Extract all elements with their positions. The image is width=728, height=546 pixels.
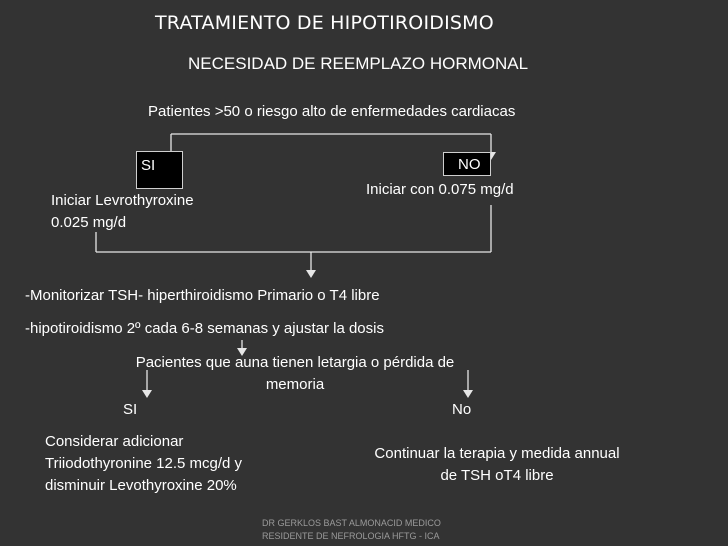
yes-action-line: 0.025 mg/d [51,214,127,231]
footer-line: RESIDENTE DE NEFROLOGIA HFTG - ICA [262,531,440,541]
slide-title: TRATAMIENTO DE HIPOTIROIDISMO [155,12,494,34]
footer-credit [262,517,441,543]
no-label: NO [458,156,481,173]
monitor-line-1: -Monitorizar TSH- hiperthiroidismo Primario o T4 libre [25,287,380,304]
yes-action-text [51,190,194,234]
consider-line: Triiodothyronine 12.5 mcg/d y [45,455,243,472]
no-box [443,152,491,176]
slide-subtitle: NECESIDAD DE REEMPLAZO HORMONAL [188,54,529,73]
monitor-line-2: -hipotiroidismo 2º cada 6-8 semanas y ajustar la dosis [25,320,384,337]
consider-line: disminuir Levothyroxine 20% [45,477,237,494]
question-2-text: Pacientes que auna tienen letargia o pérdida de memoria [135,354,455,393]
consider-text [45,431,242,497]
yes-action-line: Iniciar Levrothyroxine [51,192,194,209]
no-action-text: Iniciar con 0.075 mg/d [366,181,514,198]
continue-text: Continuar la terapia y medida annual de TSH oT4 libre [374,445,620,484]
si-box [136,151,183,189]
si-2-label: SI [123,401,138,418]
arrowhead-monitor [306,270,316,278]
si-label: SI [141,157,156,174]
condition-text: Patientes >50 o riesgo alto de enfermedades cardiacas [148,103,516,120]
consider-line: Considerar adicionar [45,433,184,450]
no-2-label: No [452,401,472,418]
footer-line: DR GERKLOS BAST ALMONACID MEDICO [262,518,441,528]
